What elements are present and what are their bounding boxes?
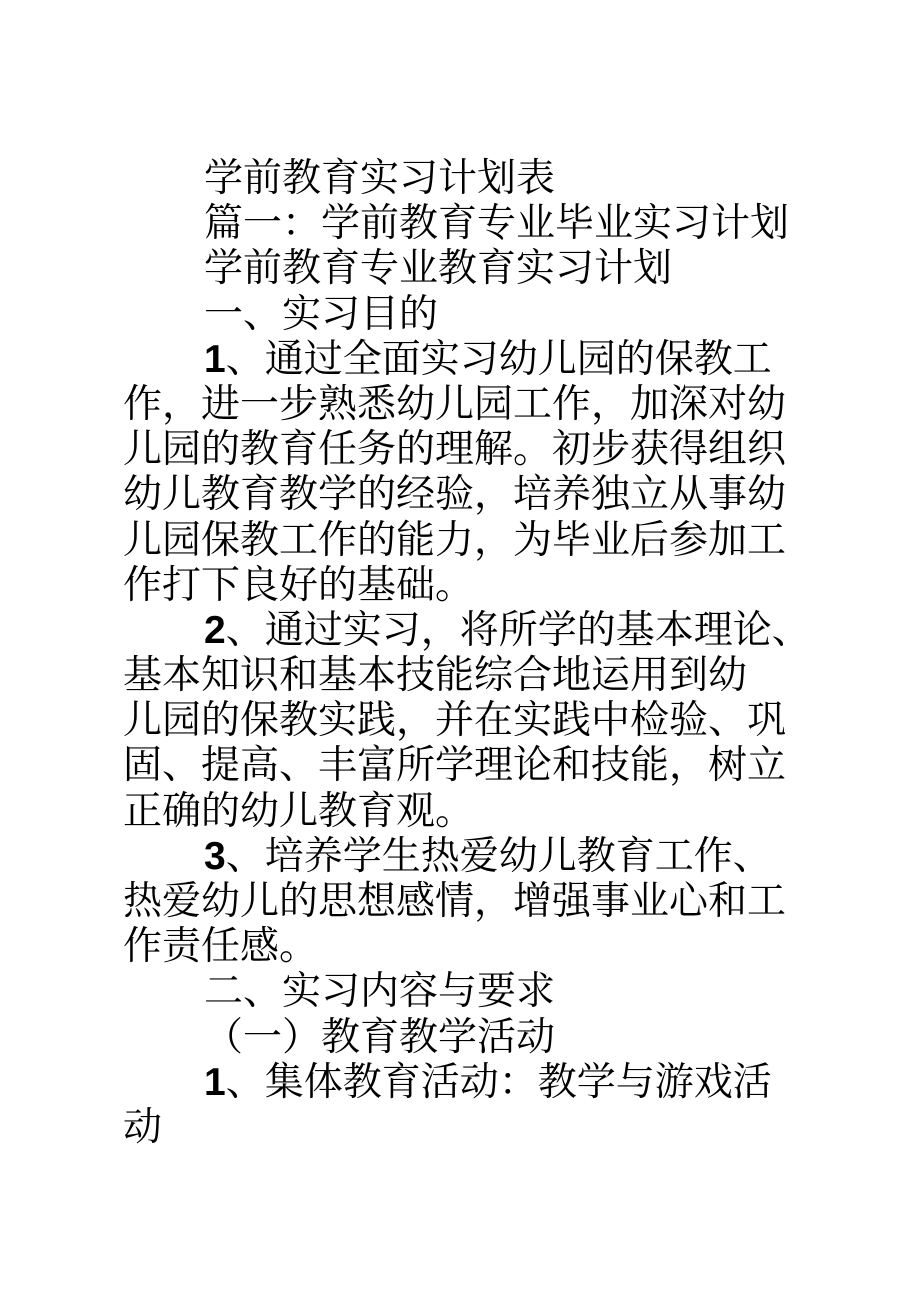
paragraph-line: 热爱幼儿的思想感情，增强事业心和工 xyxy=(123,879,787,924)
part1-heading: 一、实习目的 xyxy=(204,291,439,337)
paragraph-line xyxy=(123,834,813,879)
paragraph-line: 正确的幼儿教育观。 xyxy=(123,788,475,834)
item-number: 1 xyxy=(204,1060,226,1104)
paragraph-item-4 xyxy=(123,1060,813,1150)
part2-heading: 二、实习内容与要求 xyxy=(204,969,556,1015)
paragraph-item-1 xyxy=(123,337,813,608)
paragraph-line: 固、提高、丰富所学理论和技能，树立 xyxy=(123,743,787,789)
paragraph-item-3 xyxy=(123,834,813,970)
paragraph-line: 动 xyxy=(123,1104,163,1150)
document-body xyxy=(123,156,813,1150)
paragraph-line: 作，进一步熟悉幼儿园工作，加深对幼 xyxy=(123,381,787,427)
paragraph-line xyxy=(123,337,813,382)
document-title: 学前教育实习计划表 xyxy=(204,156,556,201)
paragraph-line xyxy=(123,1060,813,1105)
paragraph-line: 作责任感。 xyxy=(123,924,319,970)
item-number: 2 xyxy=(204,608,226,652)
paragraph-line: 基本知识和基本技能综合地运用到幼 xyxy=(123,653,748,699)
item-number: 3 xyxy=(204,834,226,878)
paragraph-text: 、集体教育活动：教学与游戏活 xyxy=(225,1059,772,1105)
paragraph-line: 儿园保教工作的能力，为毕业后参加工 xyxy=(123,517,787,563)
paragraph-line: 幼儿教育教学的经验，培养独立从事幼 xyxy=(123,472,787,518)
item-number: 1 xyxy=(204,337,226,381)
paragraph-line: 作打下良好的基础。 xyxy=(123,562,475,608)
paragraph-line: 儿园的教育任务的理解。初步获得组织 xyxy=(123,427,787,473)
paragraph-line: 儿园的保教实践，并在实践中检验、巩 xyxy=(123,698,787,744)
paragraph-item-2 xyxy=(123,608,813,834)
paragraph-text: 、通过实习，将所学的基本理论、 xyxy=(225,607,811,653)
paragraph-text: 、通过全面实习幼儿园的保教工 xyxy=(225,336,772,382)
sub1-heading: （一）教育教学活动 xyxy=(204,1014,556,1060)
paragraph-line xyxy=(123,608,813,653)
section-heading: 篇一：学前教育专业毕业实习计划 xyxy=(204,201,790,247)
paragraph-text: 、培养学生热爱幼儿教育工作、 xyxy=(225,833,772,879)
plan-title: 学前教育专业教育实习计划 xyxy=(204,246,673,292)
